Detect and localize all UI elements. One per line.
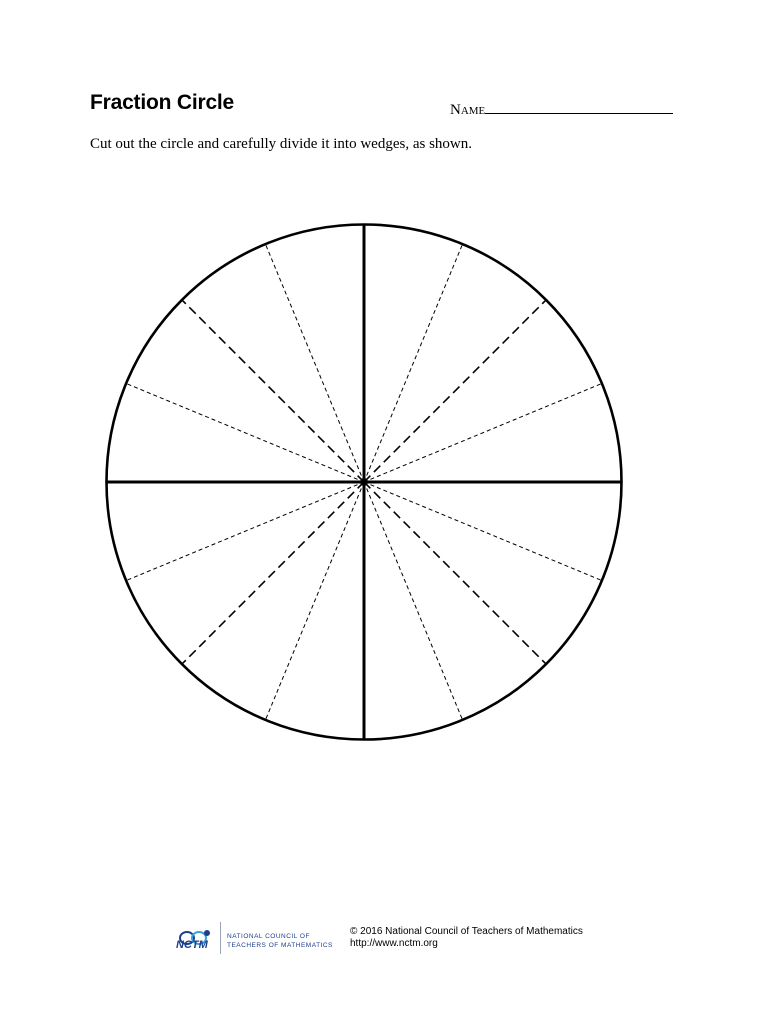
division-line-long-dash — [364, 482, 546, 664]
division-line-long-dash — [182, 482, 364, 664]
nctm-logo — [173, 918, 338, 958]
page-title: Fraction Circle — [90, 91, 235, 114]
logo-line-2: TEACHERS OF MATHEMATICS — [227, 942, 333, 949]
division-line-long-dash — [364, 300, 546, 482]
division-line-short-dash — [265, 244, 364, 482]
center-point — [361, 479, 367, 485]
copyright-text: © 2016 National Council of Teachers of Mathematics — [350, 926, 583, 937]
instructions: Cut out the circle and carefully divide it into wedges, as shown. — [90, 136, 472, 152]
logo-abbreviation: NCTM — [176, 939, 208, 951]
website-link[interactable]: http://www.nctm.org — [350, 938, 438, 949]
division-line-long-dash — [182, 300, 364, 482]
division-line-short-dash — [364, 482, 602, 581]
division-line-short-dash — [364, 482, 463, 720]
footer — [173, 918, 593, 958]
division-line-short-dash — [126, 482, 364, 581]
copyright-block — [350, 926, 583, 950]
name-label: Name — [450, 102, 486, 118]
logo-divider — [220, 922, 221, 954]
division-line-short-dash — [364, 383, 602, 482]
division-line-short-dash — [126, 383, 364, 482]
logo-line-1: NATIONAL COUNCIL OF — [227, 933, 310, 940]
logo-text — [227, 932, 333, 950]
division-line-short-dash — [265, 482, 364, 720]
division-line-short-dash — [364, 244, 463, 482]
